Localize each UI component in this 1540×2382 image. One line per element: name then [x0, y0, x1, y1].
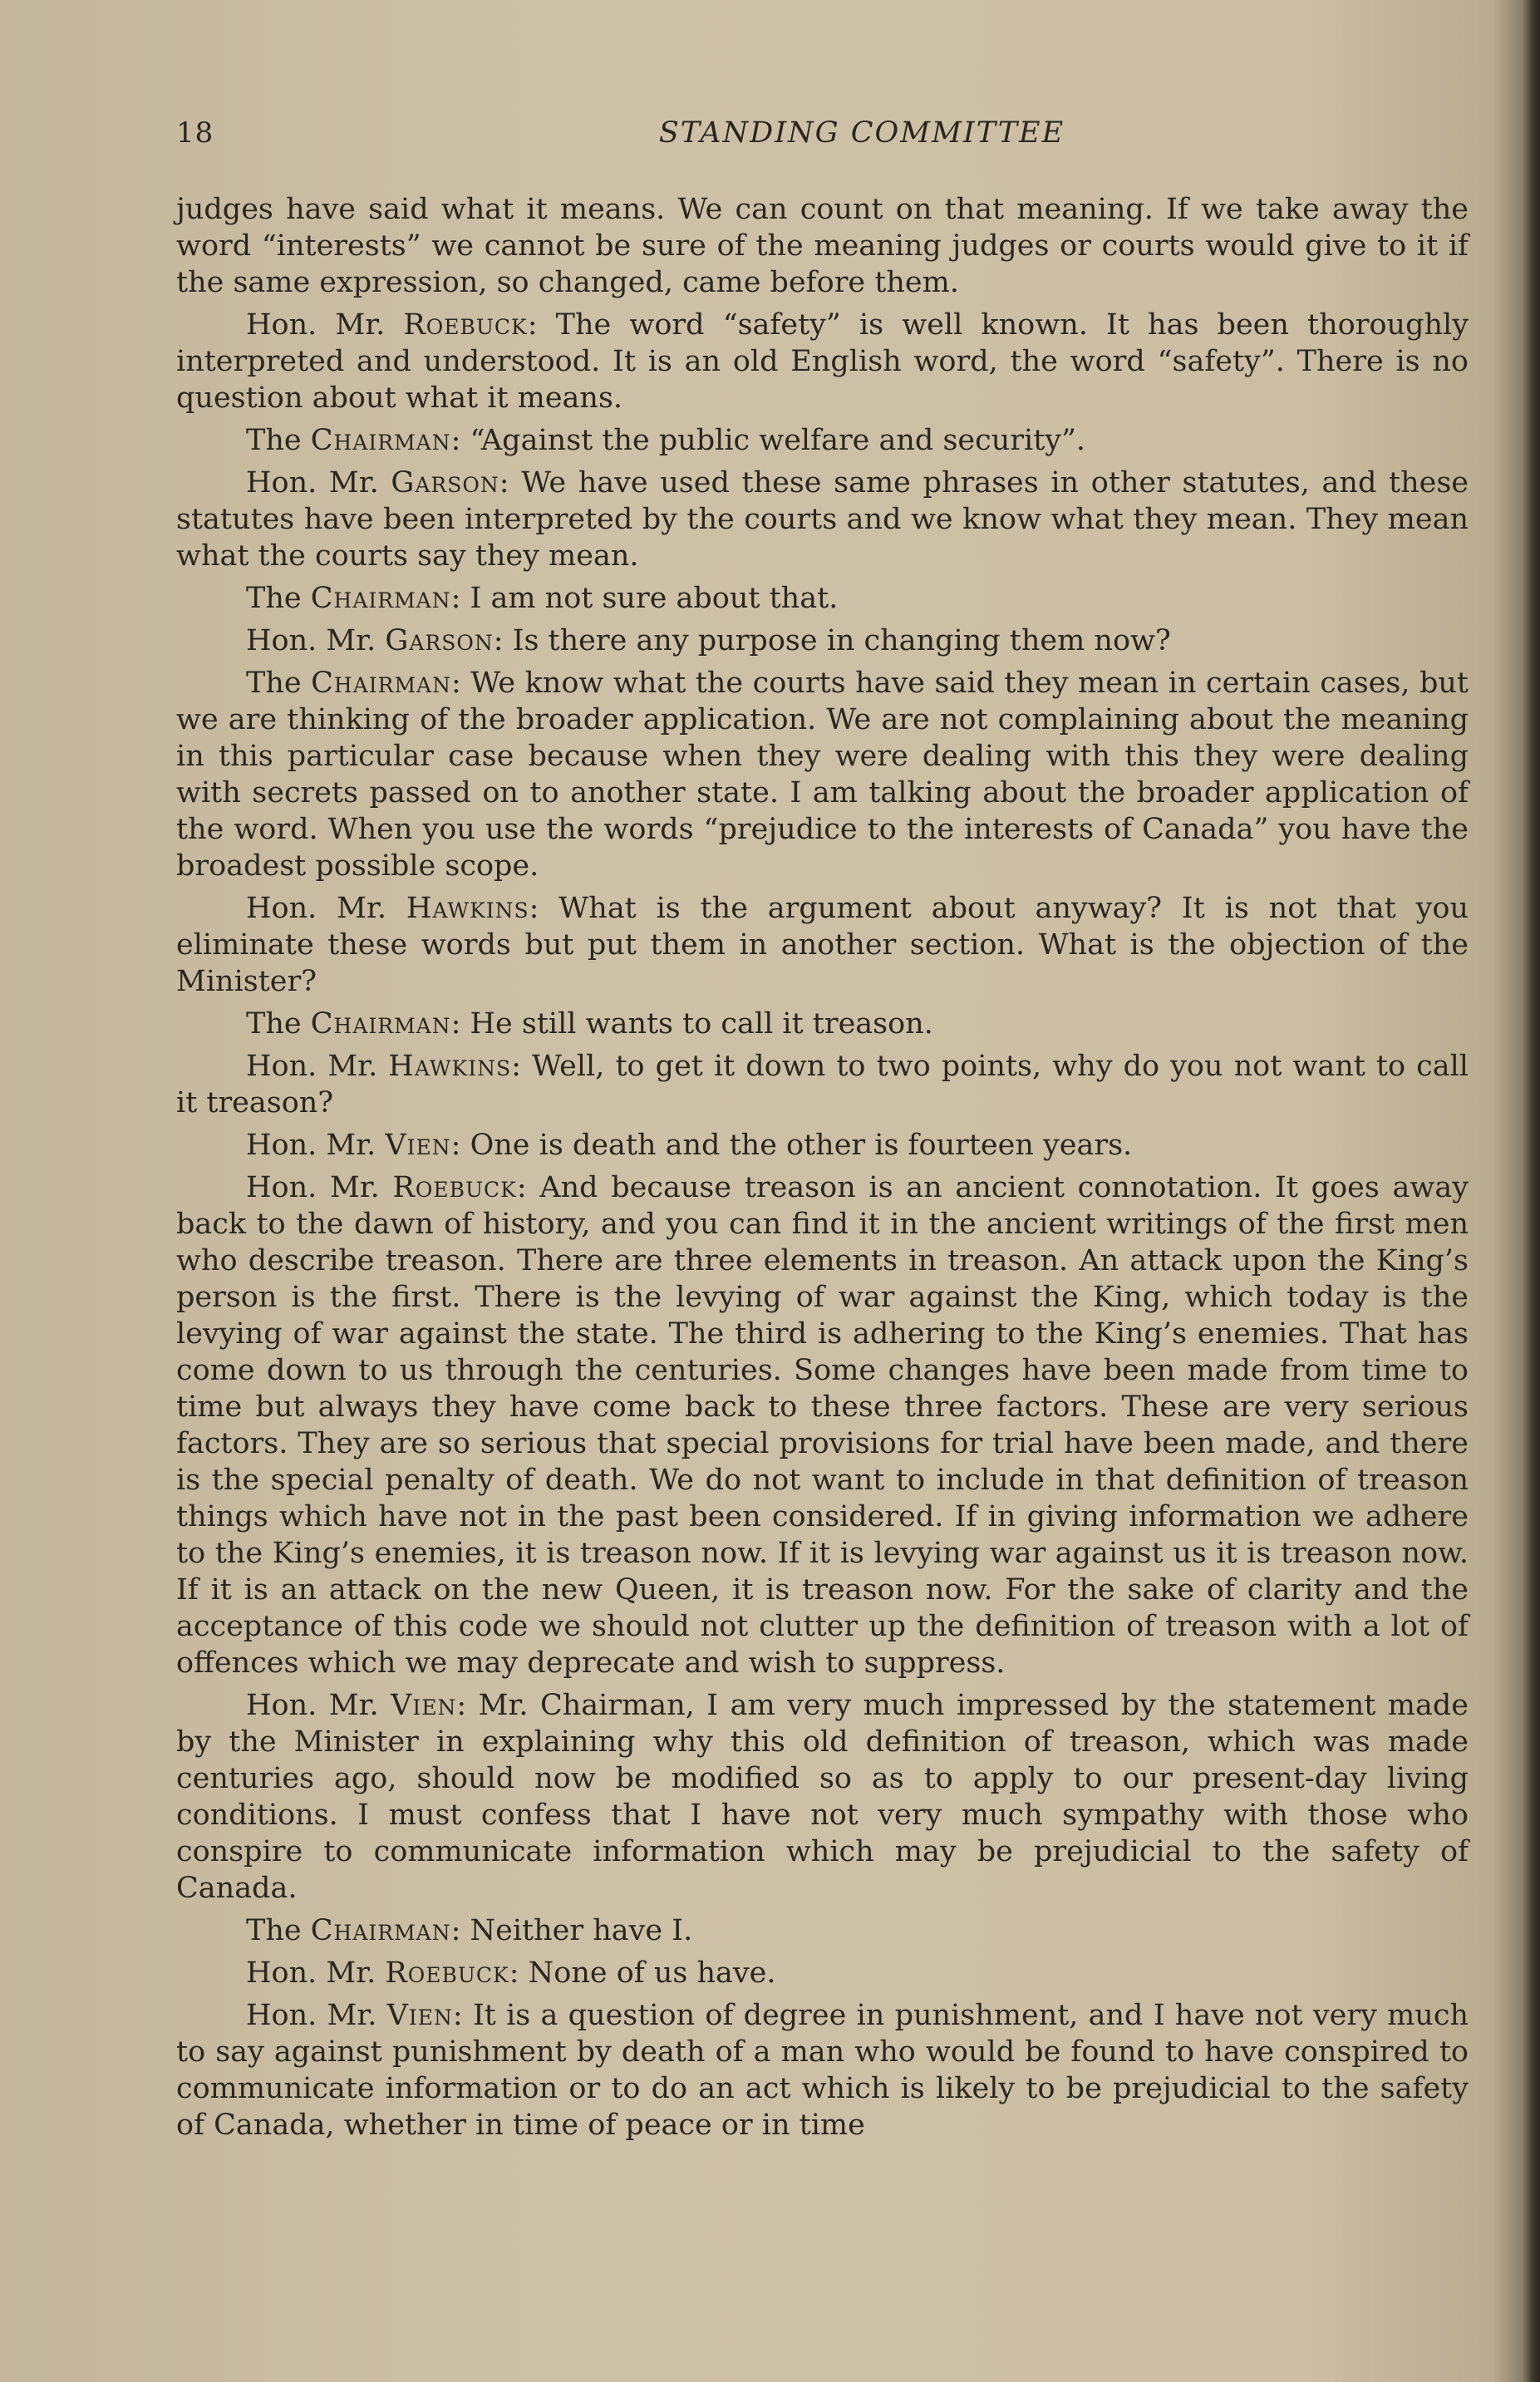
speaker-prefix: Hon. Mr.: [246, 1129, 386, 1162]
speaker-name: Chairman: [310, 1914, 451, 1947]
paragraph-text: : One is death and the other is fourteen years.: [450, 1129, 1133, 1162]
paragraph-text: : Well, to get it down to two points, why do you not want to call it treason?: [176, 1050, 1469, 1120]
paragraph: [176, 1048, 1469, 1121]
speaker-name: Chairman: [310, 1007, 451, 1041]
speaker-prefix: Hon. Mr.: [246, 1050, 389, 1083]
speaker-name: Roebuck: [385, 1956, 509, 1990]
speaker-name: Garson: [391, 466, 499, 500]
paragraph-text: : None of us have.: [509, 1956, 776, 1990]
speaker-prefix: The: [246, 667, 312, 700]
speaker-name: Garson: [385, 624, 494, 657]
paragraph: [176, 665, 1469, 884]
paragraph: [176, 623, 1469, 659]
paragraph: [176, 465, 1469, 574]
paragraph-text: : “Against the public welfare and security”.: [450, 424, 1086, 457]
speaker-prefix: The: [246, 424, 311, 457]
speaker-name: Chairman: [310, 582, 451, 615]
speaker-prefix: Hon. Mr.: [246, 466, 391, 500]
paragraph: [176, 191, 1469, 301]
speaker-prefix: Hon. Mr.: [246, 1171, 393, 1204]
speaker-prefix: The: [246, 582, 311, 615]
speaker-name: Hawkins: [406, 892, 529, 925]
paragraph: [176, 1006, 1469, 1042]
paragraph: [176, 307, 1469, 416]
paragraph: [176, 1912, 1469, 1949]
paragraph: [176, 1687, 1469, 1907]
paragraph-text: : We know what the courts have said they mean in certain cases, but we are thinking of the broader application. We are not complaining about the meaning in this particular case because when they were dealing with this they were dealing with secrets passed on to another state. I am talking about the broader application of the word. When you use the words “prejudice to the interests of Canada” you have the broadest possible scope.: [176, 667, 1469, 883]
speaker-prefix: The: [246, 1007, 311, 1041]
speaker-prefix: Hon. Mr.: [246, 1956, 386, 1990]
paragraph: [176, 1169, 1469, 1681]
speaker-name: Vien: [385, 1129, 451, 1162]
speaker-prefix: The: [246, 1914, 311, 1947]
speaker-name: Vien: [386, 1999, 453, 2032]
paragraph: [176, 1997, 1469, 2143]
speaker-name: Vien: [391, 1689, 457, 1722]
speaker-name: Roebuck: [403, 308, 528, 342]
paragraph: [176, 580, 1469, 617]
speaker-prefix: Hon. Mr.: [246, 1999, 387, 2032]
speaker-name: Chairman: [311, 667, 451, 700]
speaker-name: Hawkins: [388, 1050, 512, 1083]
running-title: STANDING COMMITTEE: [658, 116, 1065, 150]
speaker-prefix: Hon. Mr.: [246, 1689, 391, 1722]
paragraph-text: : We have used these same phrases in other statutes, and these statutes have been interpreted by the courts and we know what they mean. They mean what the courts say they mean.: [176, 466, 1469, 573]
speaker-prefix: Hon. Mr.: [246, 308, 404, 342]
paragraph: [176, 1955, 1469, 1991]
speaker-name: Chairman: [310, 424, 451, 457]
paragraph-text: : I am not sure about that.: [450, 582, 839, 615]
paragraph-text: judges have said what it means. We can count on that meaning. If we take away the word “interests” we cannot be sure of the meaning judges or courts would give to it if the same expression, so changed, came before them.: [176, 193, 1469, 299]
page-number: 18: [176, 116, 214, 150]
paragraph-text: : It is a question of degree in punishment, and I have not very much to say against punishment by death of a man who would be found to have conspired to communicate information or to do an act which is likely to be prejudicial to the safety of Canada, whether in time of peace or in time: [176, 1999, 1469, 2142]
paragraph-text: : Neither have I.: [450, 1914, 693, 1947]
paragraph-text: : Is there any purpose in changing them now?: [493, 624, 1171, 657]
paragraph: [176, 422, 1469, 459]
paragraph: [176, 1127, 1469, 1164]
paragraph-text: : Mr. Chairman, I am very much impressed by the statement made by the Minister in explaining why this old definition of treason, which was made centuries ago, should now be modified so as to apply to our present-day living conditions. I must confess that I have not very much sympathy with those who conspire to communicate information which may be prejudicial to the safety of Canada.: [176, 1689, 1469, 1905]
speaker-prefix: Hon. Mr.: [246, 624, 386, 657]
transcript-body: [176, 191, 1469, 2149]
page-edge-shadow: [1522, 0, 1540, 2382]
page-header: [176, 116, 1473, 158]
paragraph-text: : What is the argument about anyway? It is not that you eliminate these words but put them in another section. What is the objection of the Minister?: [176, 892, 1469, 998]
speaker-name: Roebuck: [392, 1171, 517, 1204]
paragraph-text: : The word “safety” is well known. It has been thoroughly interpreted and understood. It is an old English word, the word “safety”. There is no question about what it means.: [176, 308, 1469, 415]
speaker-prefix: Hon. Mr.: [246, 892, 406, 925]
paragraph-text: : He still wants to call it treason.: [450, 1007, 933, 1041]
paragraph-text: : And because treason is an ancient connotation. It goes away back to the dawn of history, and you can find it in the ancient writings of the first men who describe treason. There are three elements in treason. An attack upon the King’s person is the first. There is the levying of war against the King, which today is the levying of war against the state. The third is adhering to the King’s enemies. That has come down to us through the centuries. Some changes have been made from time to time but always they have come back to these three factors. These are very serious factors. They are so serious that special provisions for trial have been made, and there is the special penalty of death. We do not want to include in that definition of treason things which have not in the past been considered. If in giving information we adhere to the King’s enemies, it is treason now. If it is levying war against us it is treason now. If it is an attack on the new Queen, it is treason now. For the sake of clarity and the acceptance of this code we should not clutter up the definition of treason with a lot of offences which we may deprecate and wish to suppress.: [176, 1171, 1469, 1680]
paragraph: [176, 890, 1469, 1000]
